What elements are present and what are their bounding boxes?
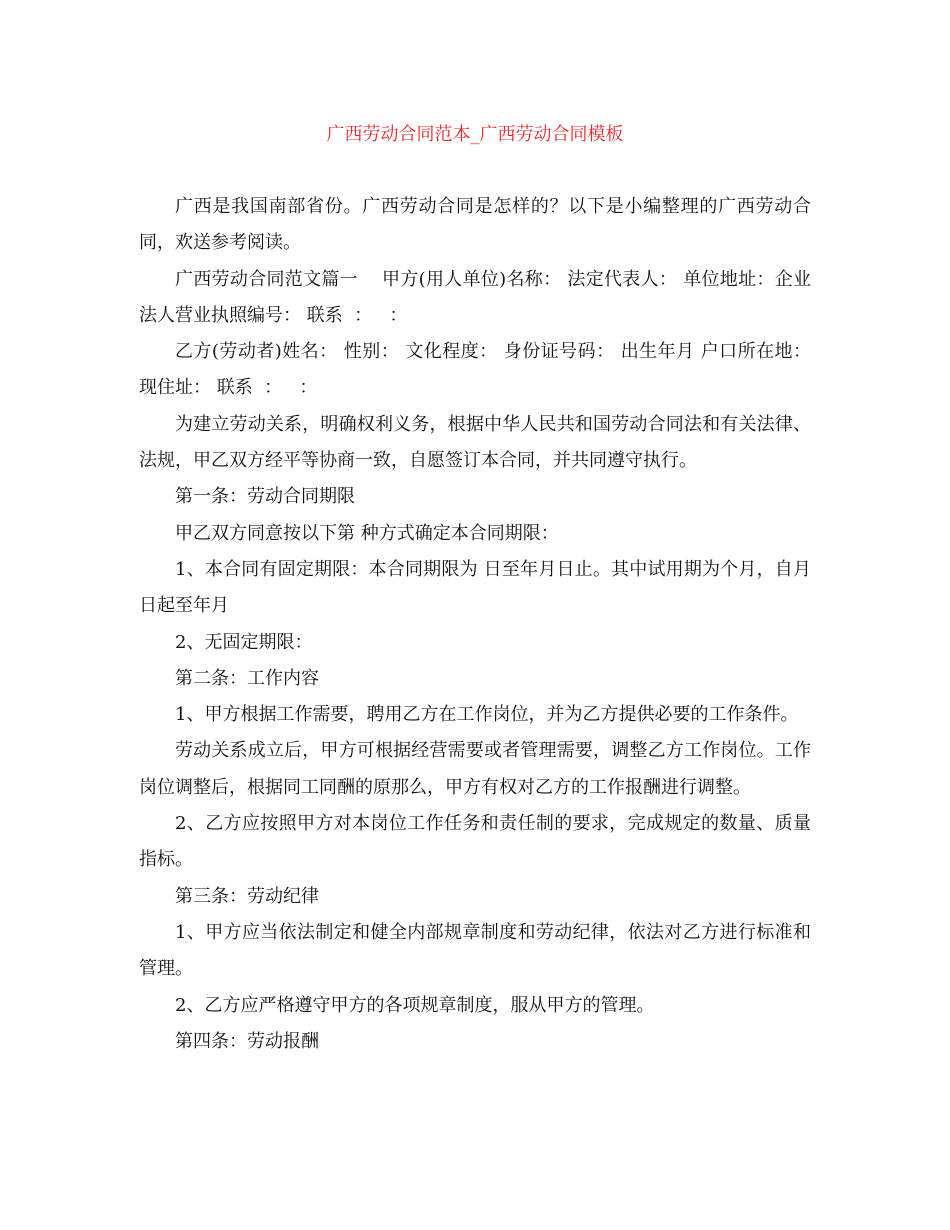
article-1-heading: 第一条：劳动合同期限 [175,486,355,508]
paragraph: 1、甲方应当依法制定和健全内部规章制度和劳动纪律，依法对乙方进行标准和管理。 [139,921,811,980]
paragraph: 2、乙方应按照甲方对本岗位工作任务和责任制的要求，完成规定的数量、质量指标。 [139,813,811,871]
paragraph-purpose: 为建立劳动关系，明确权利义务，根据中华人民共和国劳动合同法和有关法律、法规，甲乙双方经平等协商一致，自愿签订本合同，并共同遵守执行。 [139,413,811,472]
paragraph: 1、本合同有固定期限：本合同期限为 日至年月日止。其中试用期为个月，自月 日起至年月 [139,558,817,617]
paragraph-party-b: 乙方(劳动者)姓名： 性别： 文化程度： 身份证号码： 出生年月 户口所在地： 现住址： 联系 ： ： [139,341,817,399]
document-title: 广西劳动合同范本_广西劳动合同模板 [326,124,624,145]
paragraph-intro: 广西是我国南部省份。广西劳动合同是怎样的？以下是小编整理的广西劳动合同，欢送参考阅读。 [139,196,811,254]
article-2-heading: 第二条：工作内容 [175,667,319,689]
paragraph: 1、甲方根据工作需要，聘用乙方在工作岗位，并为乙方提供必要的工作条件。 [175,704,799,726]
document-body [139,189,817,1060]
paragraph: 劳动关系成立后，甲方可根据经营需要或者管理需要，调整乙方工作岗位。工作岗位调整后，根据同工同酬的原那么，甲方有权对乙方的工作报酬进行调整。 [139,740,811,798]
paragraph: 甲乙双方同意按以下第 种方式确定本合同期限： [175,522,559,544]
article-3-heading: 第三条：劳动纪律 [175,885,319,907]
paragraph: 2、无固定期限： [175,631,313,653]
paragraph-party-a: 广西劳动合同范文篇一 甲方(用人单位)名称： 法定代表人： 单位地址：企业法人营业执照编号： 联系 ： ： [139,268,811,326]
article-4-heading: 第四条：劳动报酬 [175,1030,319,1052]
paragraph: 2、乙方应严格遵守甲方的各项规章制度，服从甲方的管理。 [175,994,655,1016]
